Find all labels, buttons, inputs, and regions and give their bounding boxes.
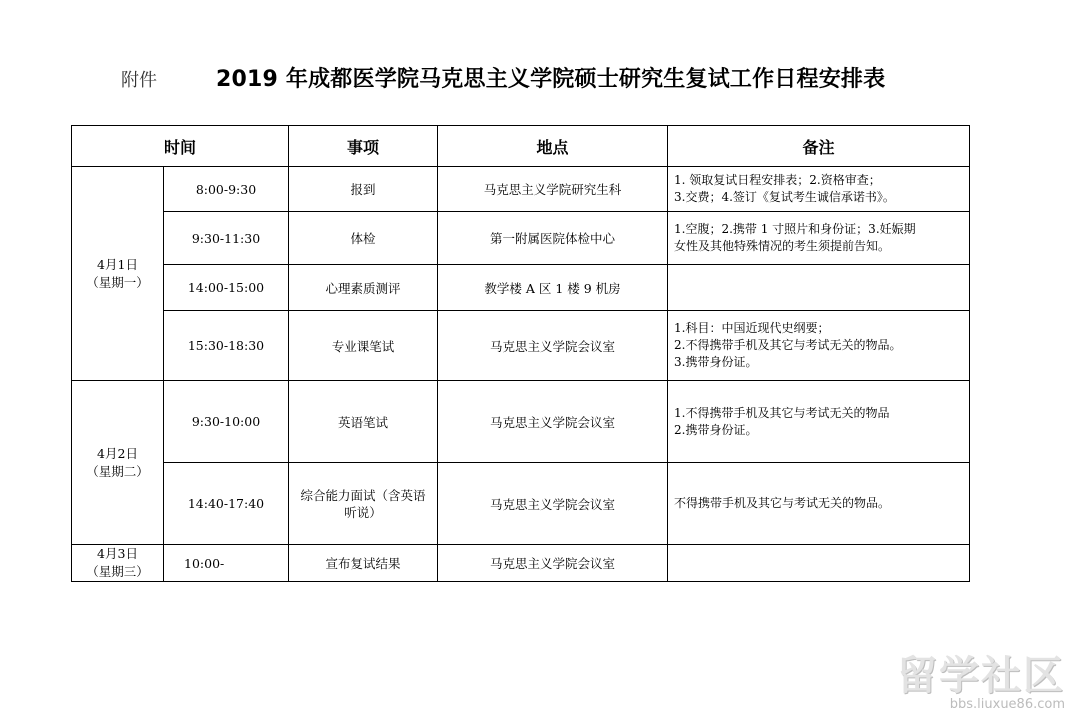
attachment-label: 附件 <box>121 70 157 91</box>
note-line: 3.携带身份证。 <box>674 355 758 369</box>
table-row <box>72 545 970 582</box>
note-line: 1.空腹；2.携带 1 寸照片和身份证；3.妊娠期 <box>674 222 916 236</box>
watermark <box>897 644 1065 712</box>
note-line: 1. 领取复试日程安排表；2.资格审查； <box>674 173 881 187</box>
header-note: 备注 <box>668 126 970 167</box>
place-cell: 马克思主义学院会议室 <box>438 463 668 545</box>
note-line: 3.交费；4.签订《复试考生诚信承诺书》。 <box>674 190 895 204</box>
time-cell: 9:30-11:30 <box>164 212 289 265</box>
date-cell-day2 <box>72 381 164 545</box>
table-row <box>72 167 970 212</box>
place-cell: 教学楼 A 区 1 楼 9 机房 <box>438 265 668 311</box>
date-text: 4月1日 <box>97 256 138 272</box>
date-cell-day1 <box>72 167 164 381</box>
item-cell: 英语笔试 <box>289 381 438 463</box>
page-title: 2019 年成都医学院马克思主义学院硕士研究生复试工作日程安排表 <box>216 67 886 92</box>
weekday-text: （星期三） <box>86 564 149 579</box>
note-line: 1.不得携带手机及其它与考试无关的物品 <box>674 405 890 420</box>
item-cell: 体检 <box>289 212 438 265</box>
item-cell: 专业课笔试 <box>289 311 438 381</box>
note-cell <box>668 311 970 381</box>
table-row <box>72 381 970 463</box>
item-cell: 心理素质测评 <box>289 265 438 311</box>
place-cell: 马克思主义学院研究生科 <box>438 167 668 212</box>
place-cell: 马克思主义学院会议室 <box>438 311 668 381</box>
item-cell: 宣布复试结果 <box>289 545 438 582</box>
table-header-row <box>72 126 970 167</box>
schedule-table <box>71 125 970 582</box>
header-place: 地点 <box>438 126 668 167</box>
note-cell <box>668 381 970 463</box>
time-cell: 10:00- <box>164 545 289 582</box>
watermark-url: bbs.liuxue86.com <box>949 697 1065 712</box>
place-cell: 马克思主义学院会议室 <box>438 381 668 463</box>
watermark-logo-text: 留学社区 <box>897 653 1065 699</box>
note-line: 2.携带身份证。 <box>674 422 758 437</box>
date-text: 4月3日 <box>97 546 138 561</box>
table-row <box>72 311 970 381</box>
item-cell: 报到 <box>289 167 438 212</box>
note-cell <box>668 463 970 545</box>
item-line: 听说） <box>344 504 382 520</box>
table-row <box>72 463 970 545</box>
note-cell <box>668 212 970 265</box>
table-row <box>72 212 970 265</box>
weekday-text: （星期一） <box>86 274 149 290</box>
time-cell: 15:30-18:30 <box>164 311 289 381</box>
date-cell-day3 <box>72 545 164 582</box>
place-cell: 第一附属医院体检中心 <box>438 212 668 265</box>
time-cell: 14:40-17:40 <box>164 463 289 545</box>
note-cell <box>668 265 970 311</box>
header-item: 事项 <box>289 126 438 167</box>
table-row <box>72 265 970 311</box>
weekday-text: （星期二） <box>86 463 149 479</box>
note-cell <box>668 167 970 212</box>
note-line: 女性及其他特殊情况的考生须提前告知。 <box>674 239 891 253</box>
time-cell: 9:30-10:00 <box>164 381 289 463</box>
time-cell: 8:00-9:30 <box>164 167 289 212</box>
note-line: 不得携带手机及其它与考试无关的物品。 <box>674 496 891 510</box>
place-cell: 马克思主义学院会议室 <box>438 545 668 582</box>
note-line: 2.不得携带手机及其它与考试无关的物品。 <box>674 338 902 352</box>
note-line: 1.科目：中国近现代史纲要； <box>674 321 830 335</box>
item-cell <box>289 463 438 545</box>
time-cell: 14:00-15:00 <box>164 265 289 311</box>
note-cell <box>668 545 970 582</box>
item-line: 综合能力面试（含英语 <box>300 487 426 503</box>
header-time: 时间 <box>72 126 289 167</box>
date-text: 4月2日 <box>97 445 138 461</box>
